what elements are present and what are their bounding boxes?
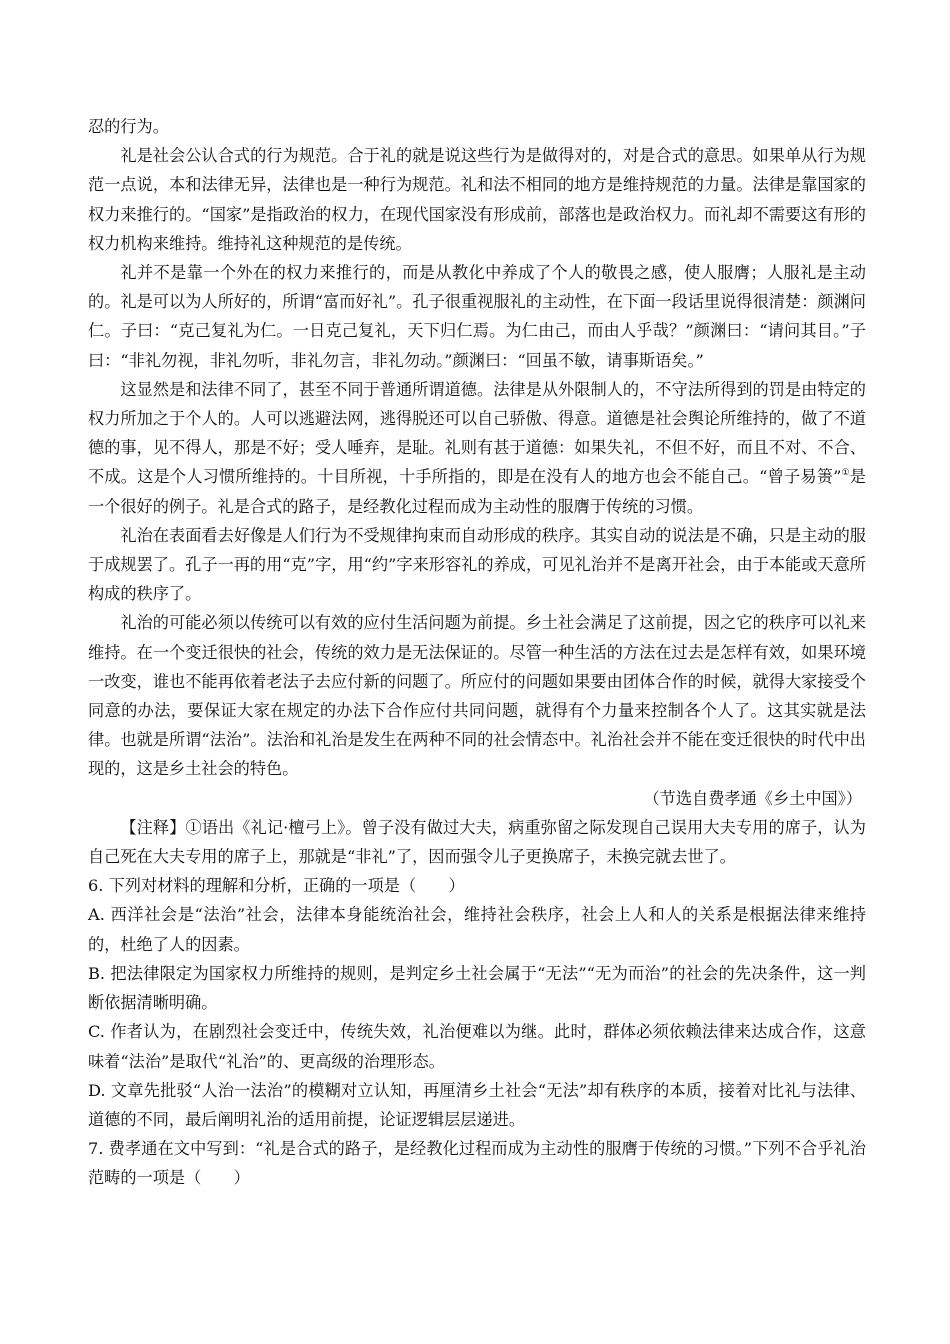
footnote-marker: ①: [841, 468, 850, 479]
paragraph-text: 是一个很好的例子。礼是合式的路子，是经教化过程而成为主动性的服膺于传统的习惯。: [88, 467, 866, 516]
paragraph-li-active: 礼并不是靠一个外在的权力来推行的，而是从教化中养成了个人的敬畏之感，使人服膺；人服礼是主动的。礼是可以为人所好的，所谓“富而好礼”。孔子很重视服礼的主动性，在下面一段话里说得很清楚：颜渊问仁。子曰：“克己复礼为仁。一日克己复礼，天下归仁焉。为仁由己，而由人乎哉？”颜渊曰：“请问其目。”子曰：“非礼勿视，非礼勿听，非礼勿言，非礼勿动。”颜渊曰：“回虽不敏，请事斯语矣。”: [88, 263, 866, 370]
footnote: 【注释】①语出《礼记·檀弓上》。曾子没有做过大夫，病重弥留之际发现自己误用大夫专用的席子，认为自己死在大夫专用的席子上，那就是“非礼”了，因而强令儿子更换席子，未换完就去世了。: [88, 817, 866, 867]
paragraph-li-order: 礼治在表面看去好像是人们行为不受规律拘束而自动形成的秩序。其实自动的说法是不确，只是主动的服于成规罢了。孔子一再的用“克”字，用“约”字来形容礼的养成，可见礼治并不是离开社会，由于本能或天意所构成的秩序了。: [88, 525, 866, 604]
paragraph-text: 这显然是和法律不同了，甚至不同于普通所谓道德。法律是从外限制人的，不守法所得到的罚是由特定的权力所加之于个人的。人可以逃避法网，逃得脱还可以自己骄傲、得意。道德是社会舆论所维持的，做了不道德的事，见不得人，那是不好；受人唾弃，是耻。礼则有甚于道德：如果失礼，不但不好，而且不对、不合、不成。这是个人习惯所维持的。十目所视，十手所指的，即是在没有人的地方也会不能自己。“曾子易箦”: [88, 379, 866, 487]
paragraph-continuation: 忍的行为。: [88, 117, 169, 136]
question-stem: 6. 下列对材料的理解和分析，正确的一项是（ ）: [88, 876, 465, 896]
paragraph-law-vs-li: [88, 375, 866, 521]
option-b: B. 把法律限定为国家权力所维持的规则，是判定乡土社会属于“无法”“无为而治”的社会的先决条件，这一判断依据清晰明确。: [88, 963, 866, 1013]
source-citation: （节选自费孝通《乡土中国》）: [643, 788, 862, 808]
paragraph-li-premise: 礼治的可能必须以传统可以有效的应付生活问题为前提。乡土社会满足了这前提，因之它的秩序可以礼来维持。在一个变迁很快的社会，传统的效力是无法保证的。尽管一种生活的方法在过去是怎样有效，如果环境一改变，谁也不能再依着老法子去应付新的问题了。所应付的问题如果要由团体合作的时候，就得大家接受个同意的办法，要保证大家在规定的办法下合作应付共同问题，就得有个力量来控制各个人了。这其实就是法律。也就是所谓“法治”。法治和礼治是发生在两种不同的社会情态中。礼治社会并不能在变迁很快的时代中出现的，这是乡土社会的特色。: [88, 613, 866, 779]
option-d: D. 文章先批驳“人治一法治”的模糊对立认知，再厘清乡土社会“无法”却有秩序的本质，接着对比礼与法律、道德的不同，最后阐明礼治的适用前提，论证逻辑层层递进。: [88, 1080, 866, 1129]
option-c: C. 作者认为，在剧烈社会变迁中，传统失效，礼治便难以为继。此时，群体必须依赖法律来达成合作，这意味着“法治”是取代“礼治”的、更高级的治理形态。: [88, 1022, 866, 1071]
option-a: A. 西洋社会是“法治”社会，法律本身能统治社会，维持社会秩序，社会上人和人的关系是根据法律来维持的，杜绝了人的因素。: [88, 905, 866, 954]
question-6: [88, 871, 866, 1134]
question-stem: 7. 费孝通在文中写到：“礼是合式的路子，是经教化过程而成为主动性的服膺于传统的习惯。”下列不合乎礼治范畴的一项是（ ）: [88, 1139, 866, 1188]
question-7: [88, 1134, 866, 1192]
paragraph-li-definition: 礼是社会公认合式的行为规范。合于礼的就是说这些行为是做得对的，对是合式的意思。如果单从行为规范一点说，本和法律无异，法律也是一种行为规范。礼和法不相同的地方是维持规范的力量。法律是靠国家的权力来推行的。“国家”是指政治的权力，在现代国家没有形成前，部落也是政治权力。而礼却不需要这有形的权力机构来维持。维持礼这种规范的是传统。: [88, 146, 866, 253]
